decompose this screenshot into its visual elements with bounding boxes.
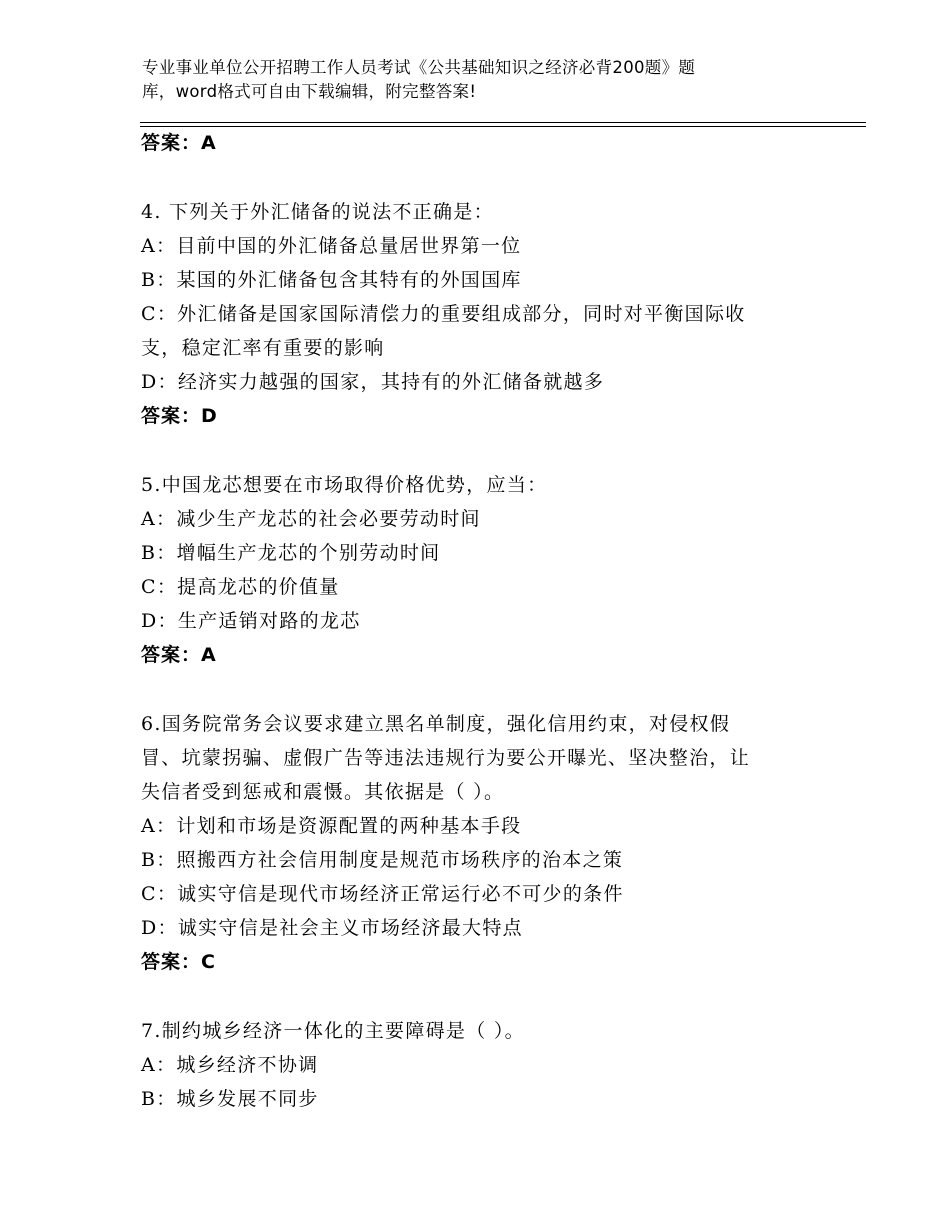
option-c: C：提高龙芯的价值量 <box>141 576 340 598</box>
option-a: A：计划和市场是资源配置的两种基本手段 <box>141 815 522 837</box>
question-7 <box>141 1014 801 1116</box>
question-stem-continued: 冒、坑蒙拐骗、虚假广告等违法违规行为要公开曝光、坚决整治，让 <box>141 747 751 769</box>
question-stem: 4. 下列关于外汇储备的说法不正确是： <box>141 201 494 223</box>
previous-answer-block <box>141 126 801 160</box>
option-b: B：城乡发展不同步 <box>141 1088 319 1110</box>
option-b: B：增幅生产龙芯的个别劳动时间 <box>141 542 441 564</box>
header-rule-thick <box>140 122 866 123</box>
answer-label: 答案：A <box>141 644 217 666</box>
header-title-line-2: 库，word格式可自由下载编辑，附完整答案! <box>142 82 477 101</box>
page-header <box>142 56 782 104</box>
option-b: B：照搬西方社会信用制度是规范市场秩序的治本之策 <box>141 849 624 871</box>
question-4 <box>141 195 801 433</box>
answer-label: 答案：D <box>141 405 218 427</box>
header-title-line-1: 专业事业单位公开招聘工作人员考试《公共基础知识之经济必背200题》题 <box>142 58 696 77</box>
option-d: D：经济实力越强的国家，其持有的外汇储备就越多 <box>141 371 605 393</box>
question-stem: 7.制约城乡经济一体化的主要障碍是（ ）。 <box>141 1020 525 1042</box>
option-c-continued: 支，稳定汇率有重要的影响 <box>141 337 385 359</box>
option-a: A：减少生产龙芯的社会必要劳动时间 <box>141 508 481 530</box>
question-stem: 6.国务院常务会议要求建立黑名单制度，强化信用约束，对侵权假 <box>141 713 731 735</box>
question-stem: 5.中国龙芯想要在市场取得价格优势，应当： <box>141 474 548 496</box>
option-d: D：诚实守信是社会主义市场经济最大特点 <box>141 917 523 939</box>
option-a: A：目前中国的外汇储备总量居世界第一位 <box>141 235 522 257</box>
option-a: A：城乡经济不协调 <box>141 1054 319 1076</box>
answer-label: 答案：C <box>141 951 216 973</box>
question-6 <box>141 707 801 979</box>
question-5 <box>141 468 801 672</box>
option-d: D：生产适销对路的龙芯 <box>141 610 361 632</box>
option-c: C：外汇储备是国家国际清偿力的重要组成部分，同时对平衡国际收 <box>141 303 746 325</box>
option-b: B：某国的外汇储备包含其特有的外国国库 <box>141 269 522 291</box>
question-stem-continued: 失信者受到惩戒和震慑。其依据是（ ）。 <box>141 781 505 803</box>
answer-label: 答案：A <box>141 132 217 154</box>
option-c: C：诚实守信是现代市场经济正常运行必不可少的条件 <box>141 883 624 905</box>
